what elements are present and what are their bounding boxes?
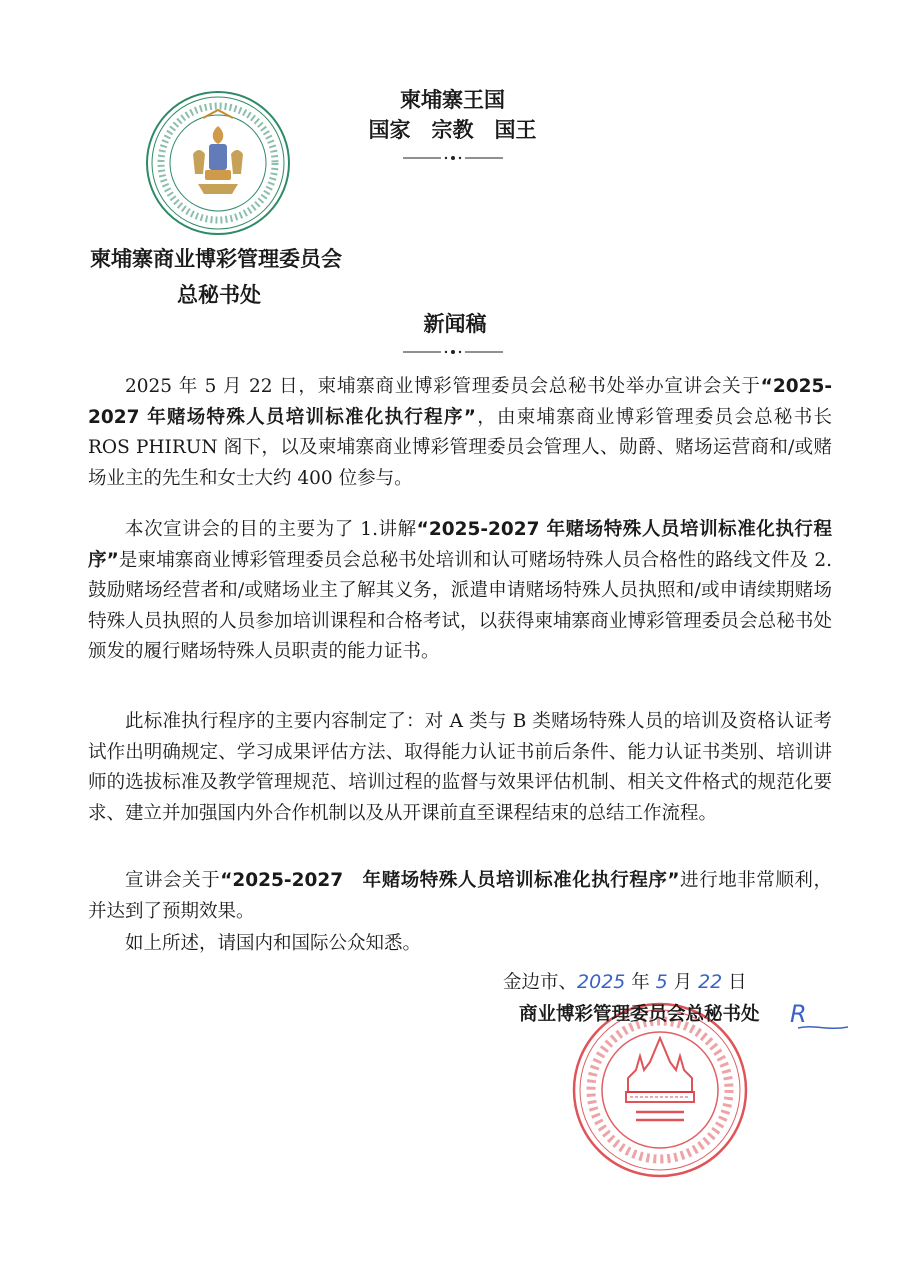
p2-text-cont: 是柬埔寨商业博彩管理委员会总秘书处培训和认可赌场特殊人员合格性的路线文件及 2. 鼓励赌场经营者和/或赌场业主了解其义务，派遣申请赌场特殊人员执照和/或申请续期赌场特殊人员执照的人员参加培训课程和合格考试，以获得柬埔寨商业博彩管理委员会总秘书处颁发的履行赌场特殊人员职责的能力证书。 <box>88 549 832 662</box>
handwritten-initial <box>790 1000 850 1040</box>
signature-city: 金边市、 <box>503 972 578 993</box>
commission-emblem-seal <box>143 88 293 238</box>
day-unit: 日 <box>728 972 747 993</box>
header-ornament-divider <box>403 152 503 164</box>
paragraph-2 <box>88 515 832 668</box>
p1-text-cont: ，由柬埔寨商业博彩管理委员会总秘书长 ROS PHIRUN 阁下，以及柬埔寨商业博彩管理委员会管理人、勋爵、赌场运营商和/或赌场业主的先生和女士大约 400 位参与。 <box>88 406 832 489</box>
paragraph-1 <box>88 372 832 494</box>
issuing-organization <box>90 243 348 309</box>
month-unit: 月 <box>673 972 693 993</box>
document-title: 新闻稿 <box>423 311 487 336</box>
national-motto: 国家 宗教 国王 <box>368 117 537 142</box>
signing-office: 商业博彩管理委员会总秘书处 <box>519 1004 760 1025</box>
handwritten-day: 22 <box>698 971 723 993</box>
p1-procedure-title: “2025-2027 年赌场特殊人员培训标准化执行程序” <box>88 376 832 428</box>
p4-text-cont: 进行地非常顺利，并达到了预期效果。 <box>88 870 832 922</box>
org-name: 柬埔寨商业博彩管理委员会 <box>90 246 342 271</box>
title-ornament-divider <box>403 346 503 358</box>
initial-underline <box>798 1022 848 1032</box>
p1-text: 2025 年 5 月 22 日，柬埔寨商业博彩管理委员会总秘书处举办宣讲会关于 <box>125 376 761 397</box>
org-department: 总秘书处 <box>177 282 261 307</box>
handwritten-month: 5 <box>655 971 668 993</box>
official-red-stamp <box>570 1000 750 1180</box>
paragraph-4 <box>88 866 832 927</box>
paragraph-5 <box>88 929 832 960</box>
signature-date-line <box>503 968 747 994</box>
p3-text: 此标准执行程序的主要内容制定了：对 A 类与 B 类赌场特殊人员的培训及资格认证考试作出明确规定、学习成果评估方法、取得能力认证书前后条件、能力认证书类别、培训讲师的选拔标准及教学管理规范、培训过程的监督与效果评估机制、相关文件格式的规范化要求、建立并加强国内外合作机制以及从开课前直至课程结束的总结工作流程。 <box>88 711 832 824</box>
p5-text: 如上所述，请国内和国际公众知悉。 <box>125 933 422 954</box>
kingdom-name: 柬埔寨王国 <box>400 87 505 112</box>
p2-procedure-title: “2025-2027 年赌场特殊人员培训标准化执行程序” <box>88 519 832 571</box>
p4-procedure-title: “2025-2027 年赌场特殊人员培训标准化执行程序” <box>220 870 680 891</box>
paragraph-3 <box>88 707 832 829</box>
p2-text: 本次宣讲会的目的主要为了 1.讲解 <box>125 519 417 540</box>
handwritten-year: 2025 <box>577 971 626 993</box>
year-unit: 年 <box>631 972 650 993</box>
initial-letter: R <box>790 1000 807 1028</box>
p4-text: 宣讲会关于 <box>125 870 221 891</box>
